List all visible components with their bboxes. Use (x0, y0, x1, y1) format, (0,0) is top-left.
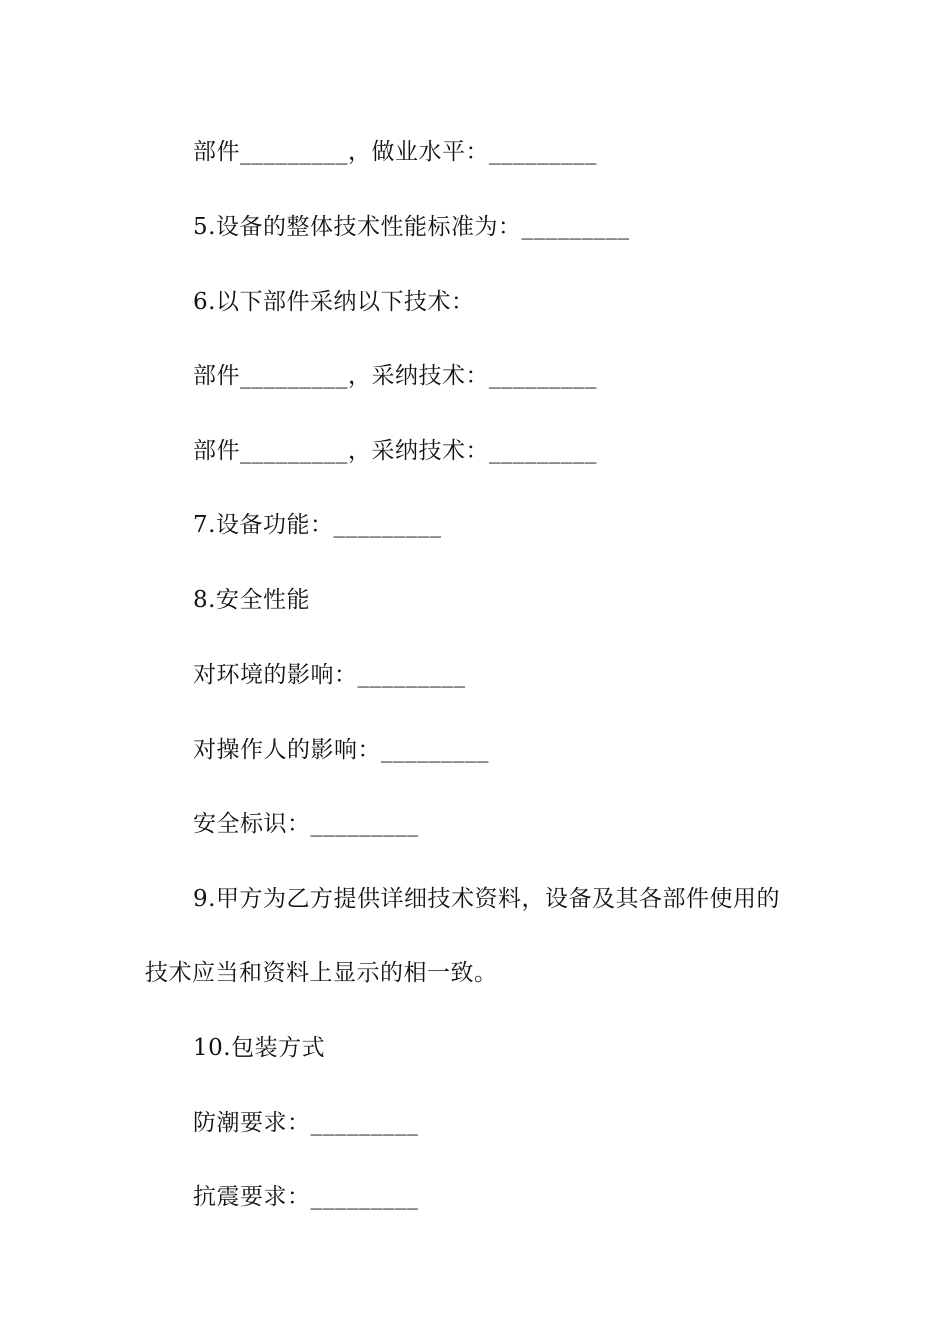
text-line-item-10: 10.包装方式 (193, 1035, 326, 1061)
text-line-safety-label: 安全标识：_________ (193, 811, 419, 837)
text-line-component-level: 部件_________，做业水平：_________ (193, 139, 597, 165)
text-line-moisture-requirement: 防潮要求：_________ (193, 1110, 419, 1136)
text-line-item-7: 7.设备功能：_________ (193, 512, 442, 538)
text-line-item-5: 5.设备的整体技术性能标准为：_________ (193, 214, 630, 240)
text-line-item-9-continued: 技术应当和资料上显示的相一致。 (145, 960, 498, 986)
text-line-item-9: 9.甲方为乙方提供详细技术资料，设备及其各部件使用的 (193, 886, 780, 912)
text-line-environment-impact: 对环境的影响：_________ (193, 662, 466, 688)
text-line-operator-impact: 对操作人的影响：_________ (193, 737, 489, 763)
text-line-component-tech-2: 部件_________，采纳技术：_________ (193, 438, 597, 464)
text-line-item-6: 6.以下部件采纳以下技术： (193, 289, 475, 315)
text-line-item-8: 8.安全性能 (193, 587, 310, 613)
text-line-shock-requirement: 抗震要求：_________ (193, 1184, 419, 1210)
text-line-component-tech-1: 部件_________，采纳技术：_________ (193, 363, 597, 389)
